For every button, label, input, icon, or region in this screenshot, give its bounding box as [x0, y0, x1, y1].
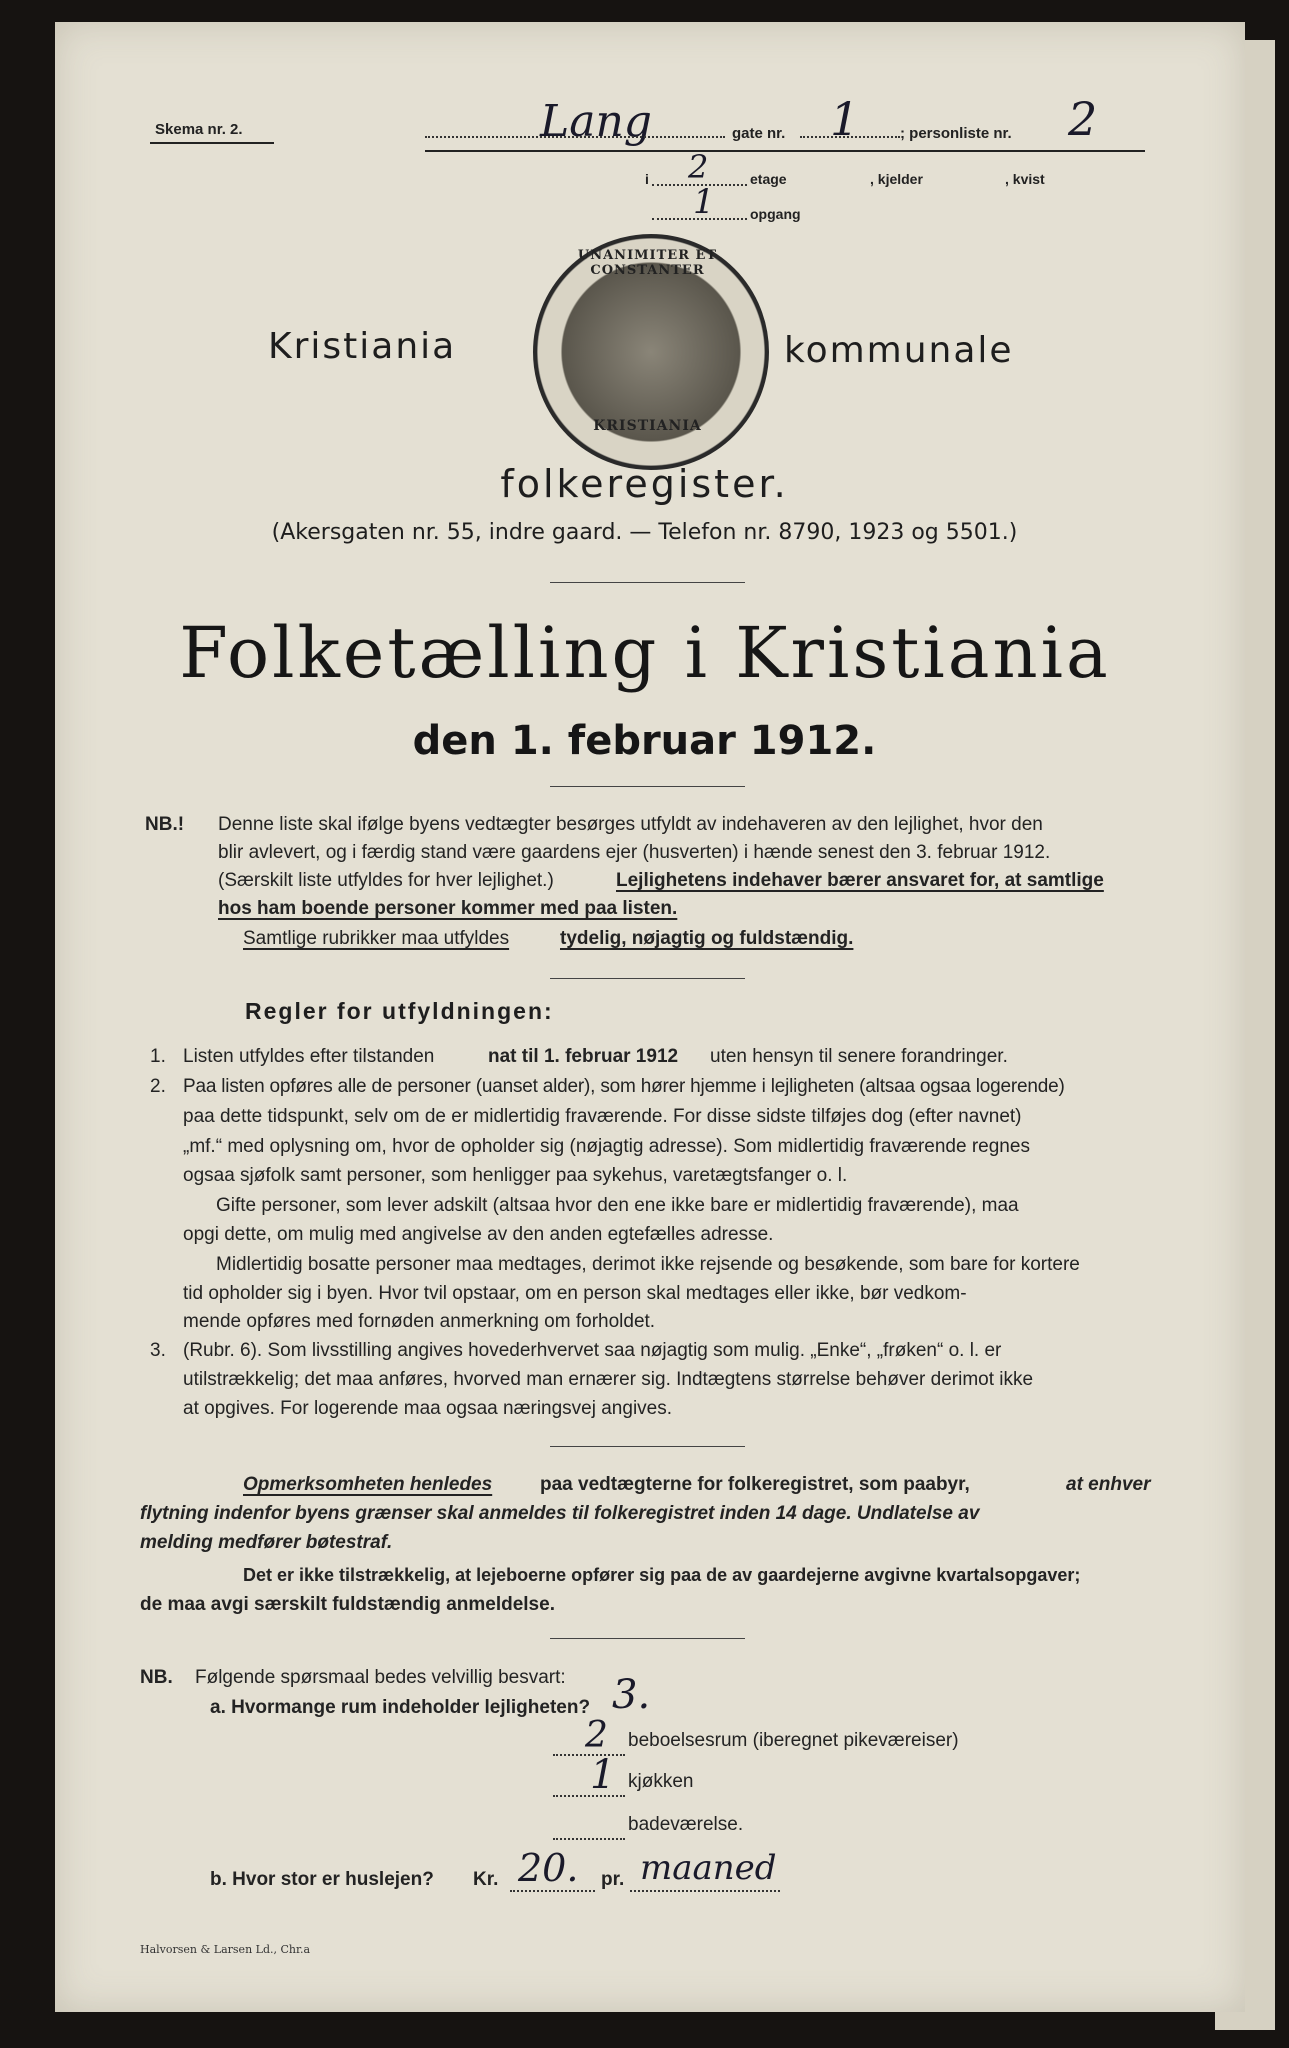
address-line: (Akersgaten nr. 55, indre gaard. — Telefon nr. 8790, 1923 og 5501.) [271, 520, 1018, 545]
kristiania-word: Kristiania [268, 326, 457, 367]
question-a-label: a. Hvormange rum indeholder lejligheten? [210, 1697, 591, 1718]
nb-line-3b: Lejlighetens indehaver bærer ansvaret for, at samtlige [616, 870, 1104, 891]
question-a-value: 3. [612, 1672, 651, 1718]
kr-label: Kr. [473, 1869, 499, 1890]
rule-2-line-6: opgi dette, om mulig med angivelse av den anden egtefælles adresse. [183, 1224, 774, 1245]
beboelsesrum-label: beboelsesrum (iberegnet pikeværeiser) [628, 1730, 959, 1751]
rent-value: 20. [518, 1846, 579, 1890]
opgang-value: 1 [693, 182, 715, 222]
nb-label: NB.! [145, 814, 185, 835]
notice-line-1a: Opmerksomheten henledes [243, 1474, 493, 1495]
questions-nb-label: NB. [140, 1667, 173, 1688]
rule-2-line-3: „mf.“ med oplysning om, hvor de opholder sig (nøjagtig adresse). Som midlertidig fraværende regnes [183, 1136, 1030, 1157]
rule-2-line-9: mende opføres med fornøden anmerkning om forholdet. [183, 1311, 656, 1332]
rule-2-line-7: Midlertidig bosatte personer maa medtages, derimot ikke rejsende og besøkende, som bare for kortere [216, 1254, 1080, 1275]
kjelder-label: , kjelder [870, 171, 923, 187]
kjokken-label: kjøkken [628, 1771, 694, 1792]
kommunale-word: kommunale [784, 330, 1014, 371]
main-title: Folketælling i Kristiania [179, 612, 1111, 694]
rule-2-number: 2. [150, 1076, 166, 1097]
nb-line-4: hos ham boende personer kommer med paa listen. [218, 898, 678, 919]
question-b-label: b. Hvor stor er huslejen? [210, 1869, 434, 1890]
opgang-dotline [652, 218, 747, 220]
gate-dotline [800, 136, 900, 138]
street-dotline [425, 136, 725, 138]
rule-3-line-2: utilstrækkelig; det maa anføres, hvorved man ernærer sig. Indtægtens størrelse behøver derimot ikke [183, 1369, 1034, 1390]
nb-line-5a: Samtlige rubrikker maa utfyldes [243, 928, 510, 949]
rule-2-line-5: Gifte personer, som lever adskilt (altsaa hvor den ene ikke bare er midlertidig fraværende), maa [216, 1195, 1019, 1216]
badevaerelse-dotline [553, 1838, 625, 1840]
personliste-label: ; personliste nr. [900, 125, 1012, 142]
kjokken-dotline [553, 1795, 625, 1797]
rule-1-number: 1. [150, 1046, 166, 1067]
rule-2-line-8: tid opholder sig i byen. Hvor tvil opstaar, om en person skal medtages eller ikke, bør vedkom- [183, 1283, 967, 1304]
personliste-value: 2 [1068, 92, 1098, 146]
rules-heading: Regler for utfyldningen: [245, 998, 554, 1024]
rule-2-line-2: paa dette tidspunkt, selv om de er midlertidig fraværende. For disse sidste tilføjes dog (efter navnet) [183, 1106, 1022, 1127]
separator-3 [550, 978, 745, 979]
rent-dotline [510, 1890, 595, 1892]
nb-line-3a: (Særskilt liste utfyldes for hver lejlighet.) [218, 870, 554, 891]
skema-label: Skema nr. 2. [155, 121, 243, 138]
badevaerelse-label: badeværelse. [628, 1814, 744, 1835]
pr-label: pr. [601, 1869, 625, 1890]
nb-line-2: blir avlevert, og i færdig stand være gaardens ejer (husverten) i hænde senest den 3. februar 1912. [218, 842, 1051, 863]
date-title: den 1. februar 1912. [412, 718, 877, 764]
seal-bottom-text: KRISTIANIA [593, 418, 702, 434]
separator-5 [550, 1638, 745, 1639]
etage-label: etage [750, 171, 787, 187]
separator-2 [550, 786, 745, 787]
rule-2-line-4: ogsaa sjøfolk samt personer, som henligger paa sykehus, varetægtsfanger o. l. [183, 1165, 848, 1186]
rule-1-text-a: Listen utfyldes efter tilstanden [183, 1046, 435, 1067]
separator-1 [550, 582, 745, 583]
nb-line-5b: tydelig, nøjagtig og fuldstændig. [560, 928, 854, 949]
notice-line-5: de maa avgi særskilt fuldstændig anmeldelse. [140, 1594, 555, 1615]
kvist-label: , kvist [1005, 171, 1045, 187]
rule-3-line-1: (Rubr. 6). Som livsstilling angives hovederhvervet saa nøjagtig som mulig. „Enke“, „frøken“ o. l. er [183, 1340, 1002, 1361]
seal-top-text: UNANIMITER ET CONSTANTER [577, 248, 718, 278]
kjokken-value: 1 [590, 1752, 616, 1798]
etage-value: 2 [688, 148, 709, 186]
printer-credit: Halvorsen & Larsen Ld., Chr.a [140, 1943, 311, 1956]
rule-2-line-1: Paa listen opføres alle de personer (uanset alder), som hører hjemme i lejligheten (altsaa ogsaa logerende) [183, 1076, 1065, 1097]
gate-value: 1 [830, 92, 860, 146]
rule-1-text-b: nat til 1. februar 1912 [488, 1046, 679, 1067]
notice-line-2: flytning indenfor byens grænser skal anmeldes til folkeregistret inden 14 dage. Undlatelse av [140, 1503, 980, 1524]
notice-line-1b: paa vedtægterne for folkeregistret, som paabyr, [540, 1474, 970, 1495]
opgang-label: opgang [750, 206, 801, 222]
notice-line-3: melding medfører bøtestraf. [140, 1532, 393, 1553]
i-label: i [645, 171, 649, 187]
rule-3-number: 3. [150, 1340, 166, 1361]
rule-1-text-c: uten hensyn til senere forandringer. [710, 1046, 1008, 1067]
period-dotline [630, 1890, 780, 1892]
street-handwritten: Lang [540, 96, 652, 147]
questions-intro: Følgende spørsmaal bedes velvillig besvart: [195, 1667, 566, 1688]
notice-line-1c: at enhver [1066, 1474, 1151, 1495]
separator-4 [550, 1446, 745, 1447]
header-rule [425, 150, 1145, 152]
beboelsesrum-value: 2 [585, 1715, 608, 1756]
notice-line-4: Det er ikke tilstrækkelig, at lejeboerne opfører sig paa de av gaardejerne avgivne kvartalsopgaver; [243, 1565, 1081, 1585]
rule-3-line-3: at opgives. For logerende maa ogsaa næringsvej angives. [183, 1398, 673, 1419]
folkeregister-heading: folkeregister. [500, 462, 789, 506]
nb-line-1: Denne liste skal ifølge byens vedtægter besørges utfyldt av indehaveren av den lejlighet, hvor den [218, 814, 1043, 835]
period-value: maaned [640, 1848, 777, 1888]
gate-label: gate nr. [732, 125, 786, 142]
skema-underline [150, 142, 274, 144]
